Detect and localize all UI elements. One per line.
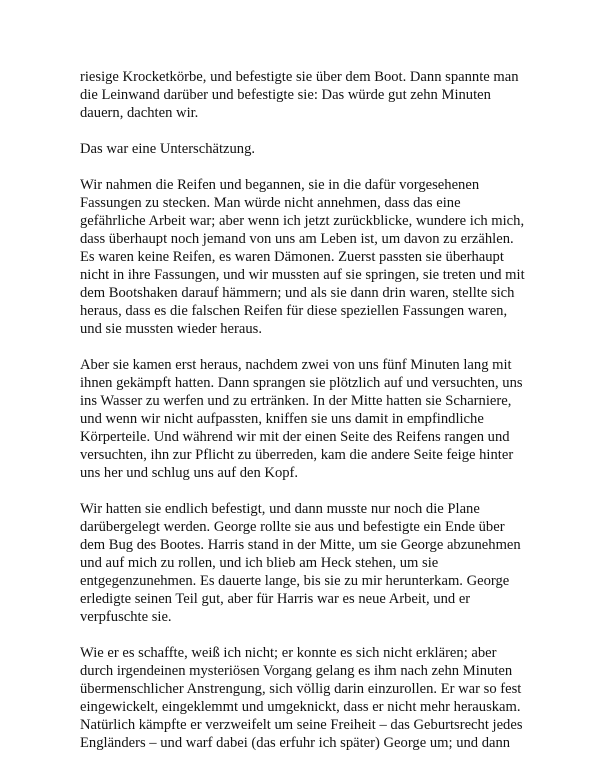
text-line: dauern, dachten wir. — [80, 105, 199, 121]
text-line: dem Bug des Bootes. Harris stand in der Mitte, um sie George abzunehmen — [80, 537, 521, 553]
paragraph-6 — [80, 644, 523, 752]
paragraph-5 — [80, 500, 520, 626]
paragraph-2 — [80, 140, 520, 158]
text-line: gefährliche Arbeit war; aber wenn ich jetzt zurückblicke, wundere ich mich, — [80, 213, 525, 229]
text-line: durch irgendeinen mysteriösen Vorgang gelang es ihm nach zehn Minuten — [80, 663, 513, 679]
text-line: darübergelegt werden. George rollte sie aus und befestigte ein Ende über — [80, 519, 505, 535]
text-line: übermenschlicher Anstrengung, sich völlig darin einzurollen. Er war so fest — [80, 681, 522, 697]
text-line: nicht in ihre Fassungen, und wir mussten auf sie springen, sie treten und mit — [80, 267, 525, 283]
text-line: Wie er es schaffte, weiß ich nicht; er konnte es sich nicht erklären; aber — [80, 645, 497, 661]
text-line: eingewickelt, eingeklemmt und umgeknickt, dass er nicht mehr herauskam. — [80, 699, 521, 715]
text-line: und auf mich zu rollen, und ich blieb am Heck stehen, um sie — [80, 555, 439, 571]
text-line: und sie mussten wieder heraus. — [80, 321, 262, 337]
text-line: Engländers – und warf dabei (das erfuhr ich später) George um; und dann — [80, 735, 511, 751]
paragraph-3 — [80, 176, 525, 338]
text-line: Es waren keine Reifen, es waren Dämonen. Zuerst passten sie überhaupt — [80, 249, 504, 265]
text-line: uns her und schlug uns auf den Kopf. — [80, 465, 299, 481]
text-line: ins Wasser zu werfen und zu ertränken. In der Mitte hatten sie Scharniere, — [80, 393, 512, 409]
text-line: Aber sie kamen erst heraus, nachdem zwei von uns fünf Minuten lang mit — [80, 357, 512, 373]
paragraph-4 — [80, 356, 523, 482]
text-line: heraus, dass es die falschen Reifen für diese speziellen Fassungen waren, — [80, 303, 508, 319]
text-line: die Leinwand darüber und befestigte sie: Das würde gut zehn Minuten — [80, 87, 491, 103]
text-line: und wenn wir nicht aufpassten, kniffen sie uns damit in empfindliche — [80, 411, 484, 427]
text-line: Fassungen zu stecken. Man würde nicht annehmen, dass das eine — [80, 195, 461, 211]
text-line: Wir nahmen die Reifen und begannen, sie in die dafür vorgesehenen — [80, 177, 480, 193]
text-line: ihnen gekämpft hatten. Dann sprangen sie plötzlich auf und versuchten, uns — [80, 375, 523, 391]
page-body — [80, 68, 525, 770]
text-line: erledigte seinen Teil gut, aber für Harris war es neue Arbeit, und er — [80, 591, 471, 607]
paragraph-1 — [80, 68, 520, 122]
text-line: verpfuschte sie. — [80, 609, 172, 625]
text-line: Körperteile. Und während wir mit der einen Seite des Reifens rangen und — [80, 429, 510, 445]
text-line: Wir hatten sie endlich befestigt, und dann musste nur noch die Plane — [80, 501, 480, 517]
text-line: dass überhaupt noch jemand von uns am Leben ist, um davon zu erzählen. — [80, 231, 514, 247]
text-line: dem Bootshaken darauf hämmern; und als sie dann drin waren, stellte sich — [80, 285, 515, 301]
text-line: riesige Krocketkörbe, und befestigte sie über dem Boot. Dann spannte man — [80, 69, 519, 85]
text-line: Das war eine Unterschätzung. — [80, 141, 256, 157]
text-line: entgegenzunehmen. Es dauerte lange, bis sie zu mir herunterkam. George — [80, 573, 510, 589]
text-line: Natürlich kämpfte er verzweifelt um seine Freiheit – das Geburtsrecht jedes — [80, 717, 523, 733]
text-line: versuchten, ihn zur Pflicht zu überreden, kam die andere Seite feige hinter — [80, 447, 514, 463]
